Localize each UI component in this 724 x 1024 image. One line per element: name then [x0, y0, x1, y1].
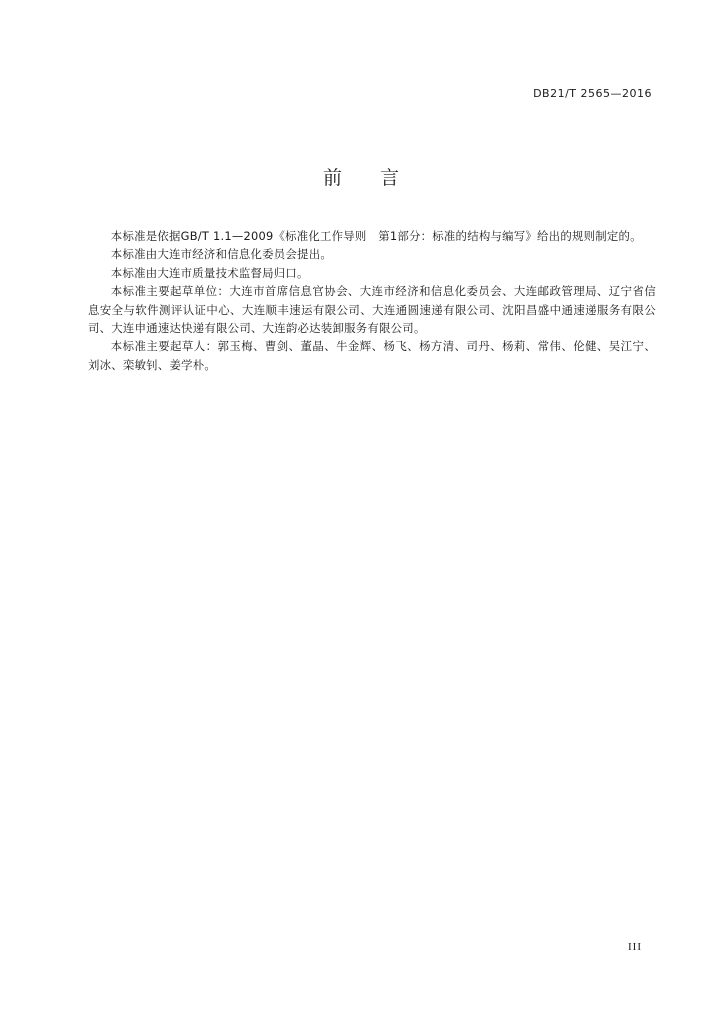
page-title — [0, 163, 724, 190]
paragraph-drafting-units: 本标准主要起草单位：大连市首席信息官协会、大连市经济和信息化委员会、大连邮政管理局、辽宁省信息安全与软件测评认证中心、大连顺丰速运有限公司、大连通圆速递有限公司、沈阳昌盛中通速递服务有限公司、大连申通速达快递有限公司、大连韵必达装卸服务有限公司。 — [88, 284, 656, 336]
foreword-body — [88, 227, 656, 374]
paragraph-drafters: 本标准主要起草人：郭玉梅、曹剑、董晶、牛金辉、杨飞、杨方清、司丹、杨莉、常伟、伦健、吴江宁、刘冰、栾敏钊、姜学朴。 — [88, 339, 656, 372]
paragraph-administrator: 本标准由大连市质量技术监督局归口。 — [110, 265, 309, 280]
title-char-2: 言 — [380, 167, 402, 189]
paragraph-basis: 本标准是依据GB/T 1.1—2009《标准化工作导则 第1部分：标准的结构与编写》给出的规则制定的。 — [110, 229, 642, 243]
document-code: DB21/T 2565—2016 — [533, 87, 652, 100]
paragraph-proposer: 本标准由大连市经济和信息化委员会提出。 — [110, 247, 332, 262]
page-number: III — [628, 941, 642, 953]
title-char-1: 前 — [322, 167, 344, 189]
